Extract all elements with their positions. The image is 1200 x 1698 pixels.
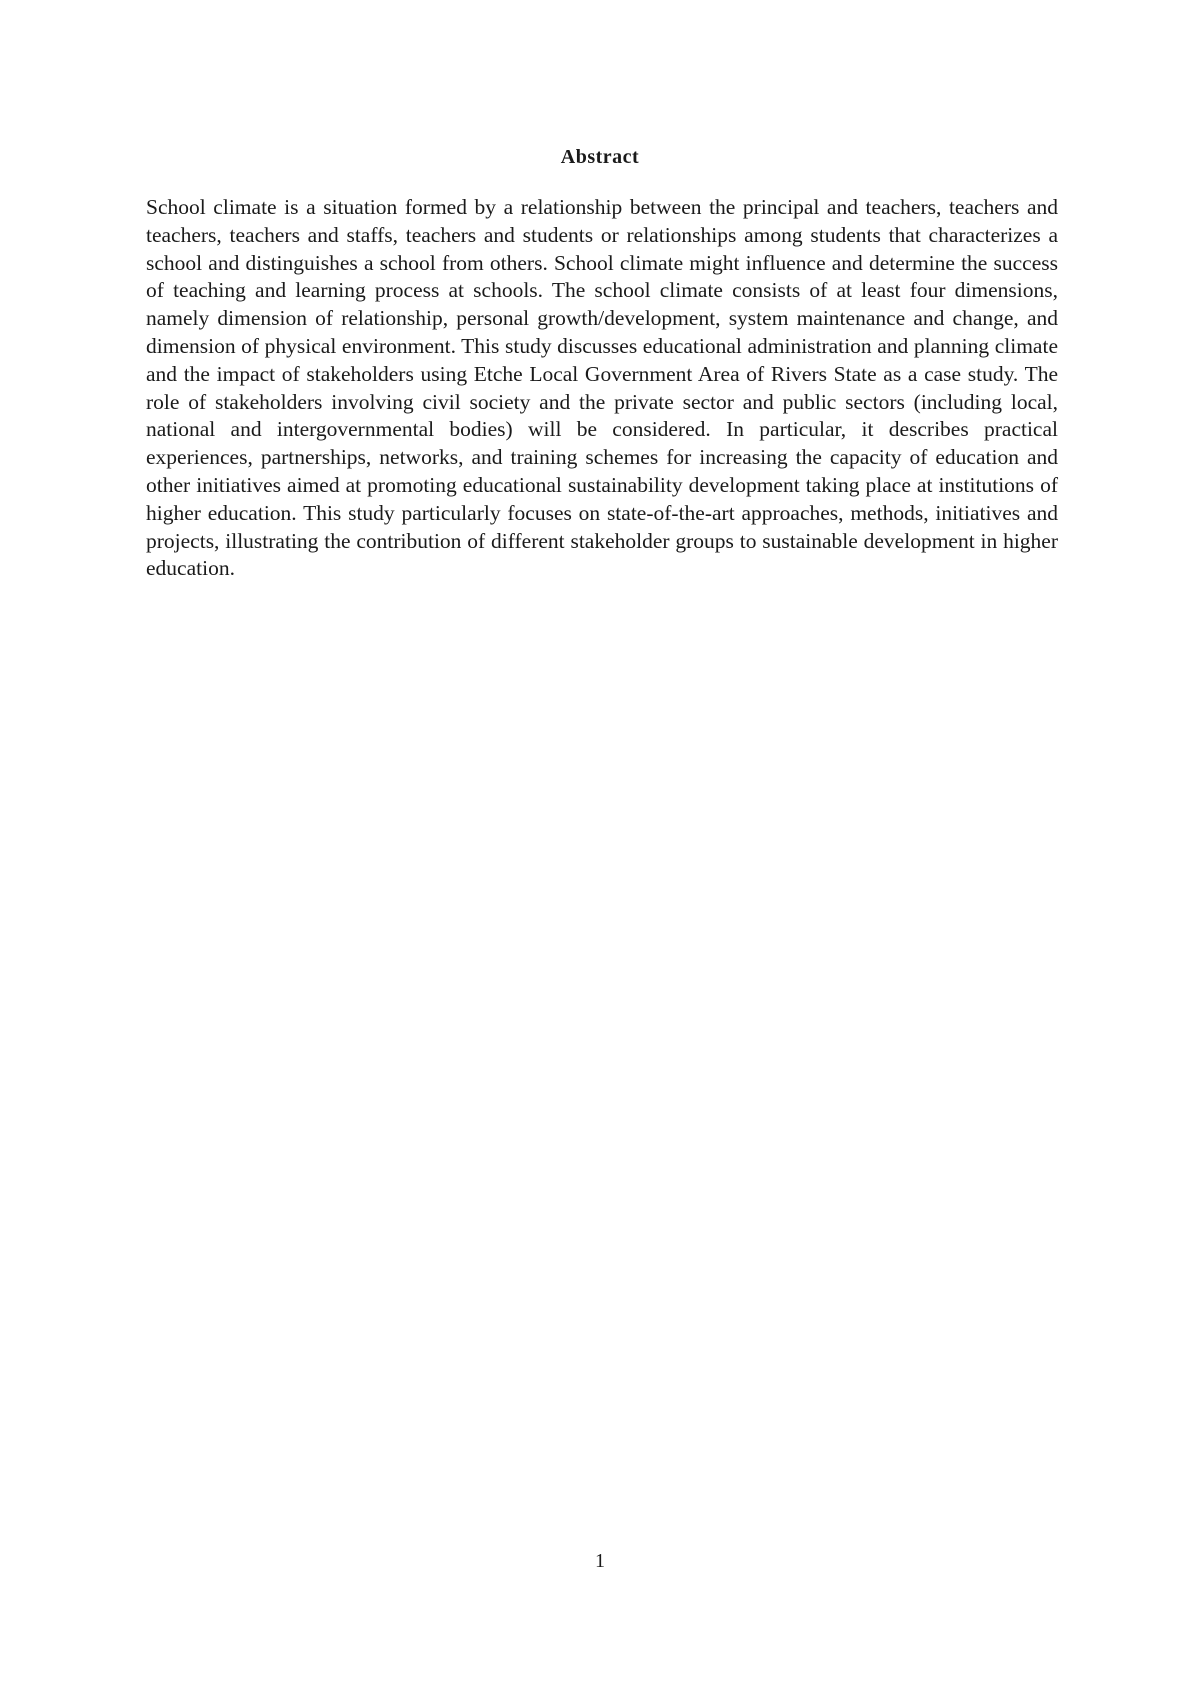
abstract-paragraph: School climate is a situation formed by a relationship between the principal and teachers, teachers and teachers, teachers and staffs, teachers and students or relationships among students that characterizes a school and distinguishes a school from others. School climate might influence and determine the success of teaching and learning process at schools. The school climate consists of at least four dimensions, namely dimension of relationship, personal growth/development, system maintenance and change, and dimension of physical environment. This study discusses educational administration and planning climate and the impact of stakeholders using Etche Local Government Area of Rivers State as a case study. The role of stakeholders involving civil society and the private sector and public sectors (including local, national and intergovernmental bodies) will be considered. In particular, it describes practical experiences, partnerships, networks, and training schemes for increasing the capacity of education and other initiatives aimed at promoting educational sustainability development taking place at institutions of higher education. This study particularly focuses on state-of-the-art approaches, methods, initiatives and projects, illustrating the contribution of different stakeholder groups to sustainable development in higher education. <box>146 195 1058 581</box>
abstract-heading: Abstract <box>560 146 640 168</box>
page-number: 1 <box>595 1550 605 1572</box>
